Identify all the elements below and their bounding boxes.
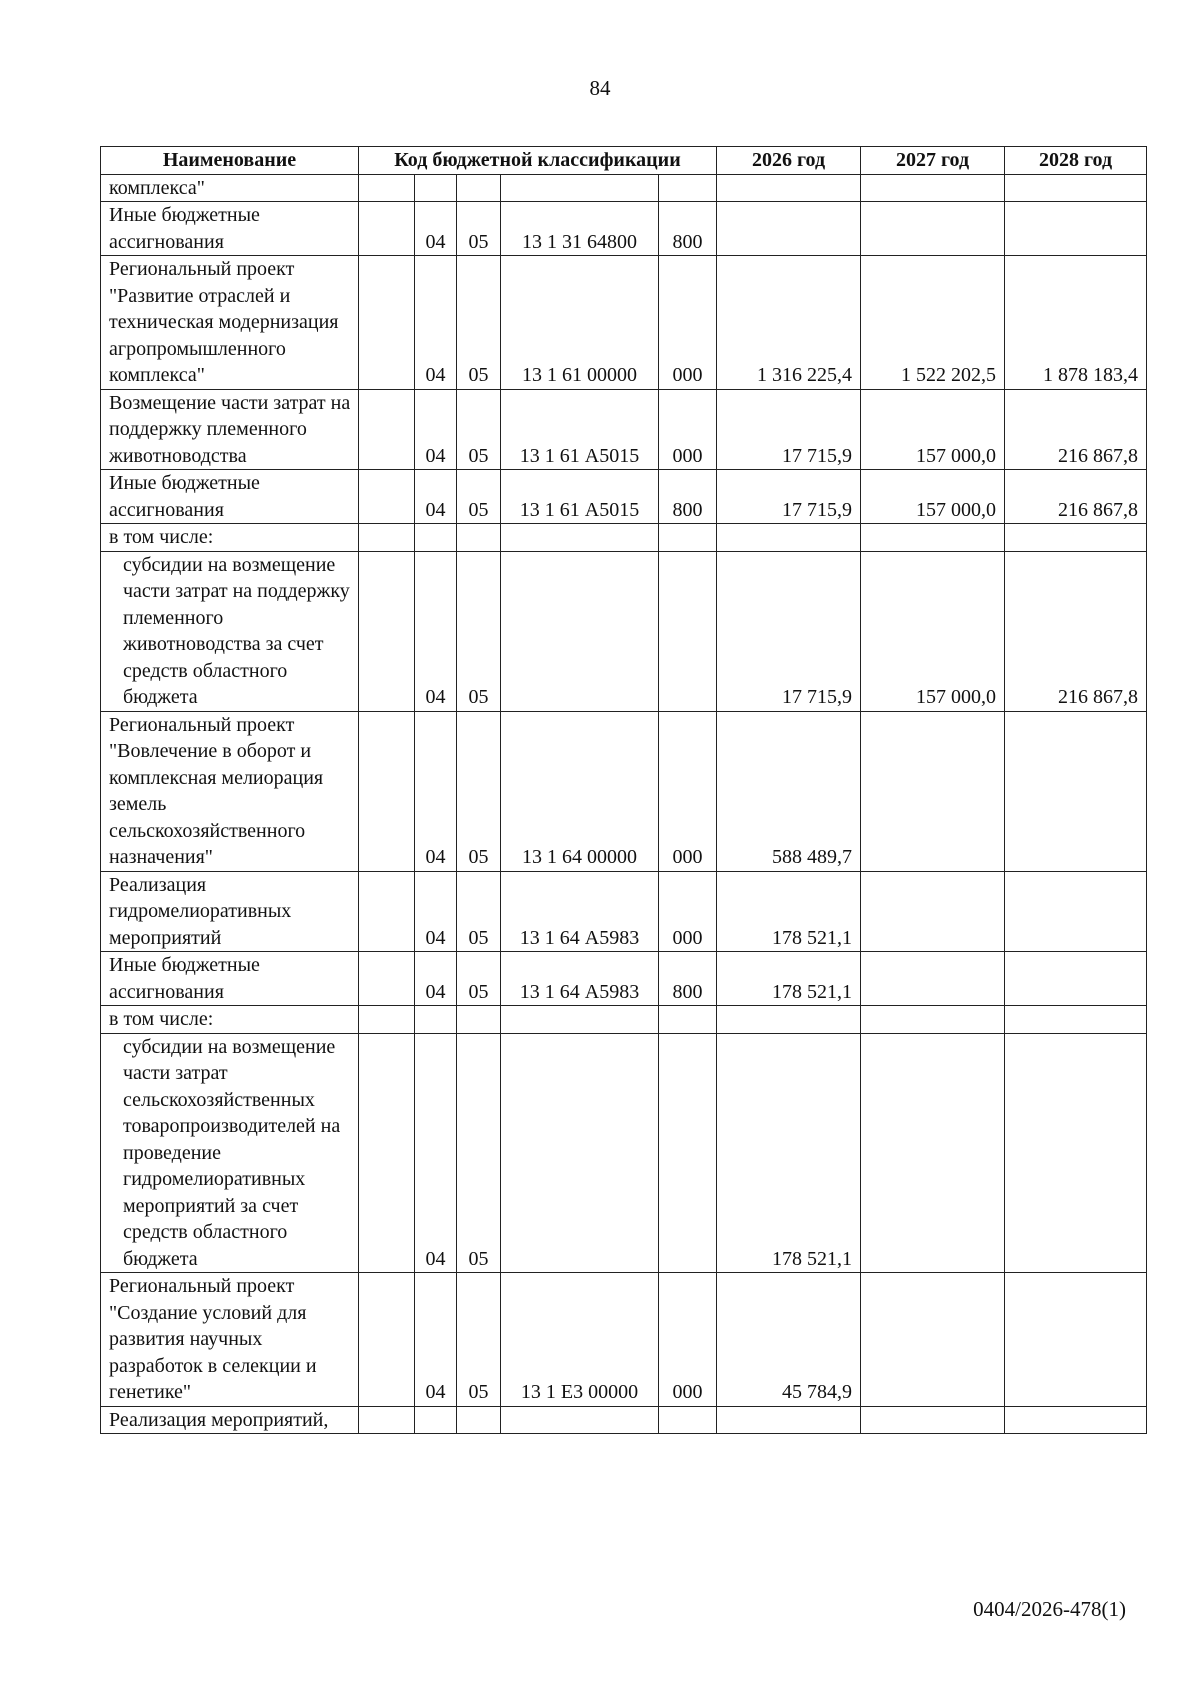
cell-code-section: 04 (415, 1033, 457, 1273)
header-2028: 2028 год (1005, 147, 1147, 175)
cell-name: Возмещение части затрат на поддержку племенного животноводства (101, 389, 359, 470)
cell-code-section (415, 174, 457, 202)
cell-2028 (1005, 174, 1147, 202)
cell-code-section: 04 (415, 389, 457, 470)
table-row (101, 389, 1147, 470)
cell-2026: 17 715,9 (717, 551, 861, 711)
cell-code-target: 13 1 64 00000 (501, 711, 659, 871)
table-row (101, 551, 1147, 711)
cell-code-blank (359, 1406, 415, 1434)
cell-2027 (861, 871, 1005, 952)
cell-name-text: субсидии на возмещение части затрат сельскохозяйственных товаропроизводителей на проведение гидромелиоративных мероприятий за счет средств областного бюджета (123, 1035, 341, 1270)
cell-name: комплекса" (101, 174, 359, 202)
cell-code-target: 13 1 64 А5983 (501, 871, 659, 952)
cell-code-subsection (457, 174, 501, 202)
cell-name: в том числе: (101, 524, 359, 552)
cell-2027 (861, 1406, 1005, 1434)
table-row (101, 1273, 1147, 1407)
cell-2027 (861, 952, 1005, 1006)
table-row (101, 1406, 1147, 1434)
cell-name: Региональный проект "Развитие отраслей и техническая модернизация агропромышленного комплекса" (101, 256, 359, 390)
cell-code-section (415, 524, 457, 552)
table-row (101, 952, 1147, 1006)
cell-code-subsection: 05 (457, 256, 501, 390)
cell-code-expense-type: 000 (659, 256, 717, 390)
cell-code-section (415, 1406, 457, 1434)
cell-code-blank (359, 470, 415, 524)
cell-code-blank (359, 711, 415, 871)
cell-2026: 45 784,9 (717, 1273, 861, 1407)
cell-2026 (717, 174, 861, 202)
table-row (101, 871, 1147, 952)
cell-2027 (861, 1033, 1005, 1273)
header-code: Код бюджетной классификации (359, 147, 717, 175)
cell-code-section (415, 1006, 457, 1034)
cell-2026: 178 521,1 (717, 1033, 861, 1273)
cell-2028: 1 878 183,4 (1005, 256, 1147, 390)
cell-code-blank (359, 952, 415, 1006)
cell-code-target (501, 174, 659, 202)
cell-code-section: 04 (415, 470, 457, 524)
cell-2028 (1005, 1406, 1147, 1434)
cell-2026: 178 521,1 (717, 871, 861, 952)
table-row (101, 202, 1147, 256)
cell-2027 (861, 711, 1005, 871)
header-2026: 2026 год (717, 147, 861, 175)
table-row (101, 174, 1147, 202)
cell-2028 (1005, 1033, 1147, 1273)
cell-name: Иные бюджетные ассигнования (101, 470, 359, 524)
table-row (101, 711, 1147, 871)
cell-code-blank (359, 174, 415, 202)
cell-code-blank (359, 551, 415, 711)
cell-code-subsection: 05 (457, 389, 501, 470)
cell-code-expense-type: 000 (659, 711, 717, 871)
cell-code-section: 04 (415, 952, 457, 1006)
cell-code-target (501, 1006, 659, 1034)
header-2027: 2027 год (861, 147, 1005, 175)
cell-code-subsection: 05 (457, 1033, 501, 1273)
cell-code-target (501, 1406, 659, 1434)
cell-2026 (717, 202, 861, 256)
cell-code-expense-type (659, 1033, 717, 1273)
cell-2028 (1005, 1273, 1147, 1407)
cell-code-target: 13 1 61 А5015 (501, 470, 659, 524)
cell-code-target (501, 524, 659, 552)
cell-code-target (501, 551, 659, 711)
cell-2026 (717, 1006, 861, 1034)
header-name: Наименование (101, 147, 359, 175)
cell-code-section: 04 (415, 551, 457, 711)
table-row (101, 1006, 1147, 1034)
cell-code-section: 04 (415, 256, 457, 390)
cell-name: Реализация гидромелиоративных мероприятий (101, 871, 359, 952)
cell-code-expense-type (659, 1406, 717, 1434)
cell-code-target: 13 1 61 А5015 (501, 389, 659, 470)
cell-code-subsection (457, 1006, 501, 1034)
cell-2026: 17 715,9 (717, 470, 861, 524)
cell-code-expense-type (659, 1006, 717, 1034)
cell-code-subsection: 05 (457, 202, 501, 256)
cell-2028 (1005, 524, 1147, 552)
cell-code-section: 04 (415, 1273, 457, 1407)
cell-name (101, 1033, 359, 1273)
cell-code-expense-type: 000 (659, 1273, 717, 1407)
cell-code-target: 13 1 Е3 00000 (501, 1273, 659, 1407)
cell-name-text: субсидии на возмещение части затрат на поддержку племенного животноводства за счет средств областного бюджета (123, 553, 350, 708)
cell-2027 (861, 1006, 1005, 1034)
cell-2026: 17 715,9 (717, 389, 861, 470)
cell-code-section: 04 (415, 202, 457, 256)
cell-code-expense-type (659, 524, 717, 552)
cell-code-blank (359, 256, 415, 390)
cell-code-blank (359, 1273, 415, 1407)
cell-code-blank (359, 389, 415, 470)
cell-name: Региональный проект "Создание условий для развития научных разработок в селекции и генетике" (101, 1273, 359, 1407)
cell-code-expense-type: 800 (659, 470, 717, 524)
table-row (101, 470, 1147, 524)
cell-code-subsection: 05 (457, 871, 501, 952)
cell-2028 (1005, 952, 1147, 1006)
table-header-row (101, 147, 1147, 175)
cell-2026: 178 521,1 (717, 952, 861, 1006)
cell-code-expense-type: 800 (659, 202, 717, 256)
cell-code-target (501, 1033, 659, 1273)
cell-code-blank (359, 524, 415, 552)
document-id: 0404/2026-478(1) (973, 1597, 1126, 1621)
cell-2028 (1005, 711, 1147, 871)
cell-code-subsection (457, 524, 501, 552)
cell-code-expense-type: 000 (659, 871, 717, 952)
cell-code-subsection: 05 (457, 551, 501, 711)
cell-2028 (1005, 1006, 1147, 1034)
cell-code-blank (359, 1006, 415, 1034)
cell-2028 (1005, 202, 1147, 256)
cell-code-subsection: 05 (457, 711, 501, 871)
table-body (101, 174, 1147, 1434)
cell-2026: 588 489,7 (717, 711, 861, 871)
cell-2026 (717, 1406, 861, 1434)
cell-name: Иные бюджетные ассигнования (101, 202, 359, 256)
cell-name: Региональный проект "Вовлечение в оборот и комплексная мелиорация земель сельскохозяйственного назначения" (101, 711, 359, 871)
cell-2028 (1005, 871, 1147, 952)
cell-name (101, 551, 359, 711)
cell-2027 (861, 174, 1005, 202)
cell-code-expense-type: 800 (659, 952, 717, 1006)
cell-code-blank (359, 1033, 415, 1273)
table-row (101, 256, 1147, 390)
cell-code-subsection: 05 (457, 1273, 501, 1407)
cell-code-subsection: 05 (457, 952, 501, 1006)
table-row (101, 1033, 1147, 1273)
cell-code-blank (359, 871, 415, 952)
cell-2028: 216 867,8 (1005, 470, 1147, 524)
cell-code-subsection: 05 (457, 470, 501, 524)
cell-name: в том числе: (101, 1006, 359, 1034)
cell-2027: 157 000,0 (861, 389, 1005, 470)
cell-code-section: 04 (415, 871, 457, 952)
cell-name: Иные бюджетные ассигнования (101, 952, 359, 1006)
cell-2027 (861, 524, 1005, 552)
budget-table (100, 146, 1147, 1434)
cell-2028: 216 867,8 (1005, 551, 1147, 711)
cell-code-target: 13 1 64 А5983 (501, 952, 659, 1006)
cell-code-target: 13 1 61 00000 (501, 256, 659, 390)
cell-2027: 157 000,0 (861, 470, 1005, 524)
page-number: 84 (589, 76, 611, 100)
cell-code-target: 13 1 31 64800 (501, 202, 659, 256)
cell-2028: 216 867,8 (1005, 389, 1147, 470)
table-row (101, 524, 1147, 552)
cell-2027 (861, 1273, 1005, 1407)
cell-2027: 1 522 202,5 (861, 256, 1005, 390)
cell-code-subsection (457, 1406, 501, 1434)
cell-code-blank (359, 202, 415, 256)
cell-2027 (861, 202, 1005, 256)
cell-code-expense-type (659, 174, 717, 202)
cell-2026 (717, 524, 861, 552)
cell-2026: 1 316 225,4 (717, 256, 861, 390)
cell-code-expense-type: 000 (659, 389, 717, 470)
cell-name: Реализация мероприятий, (101, 1406, 359, 1434)
cell-2027: 157 000,0 (861, 551, 1005, 711)
cell-code-section: 04 (415, 711, 457, 871)
cell-code-expense-type (659, 551, 717, 711)
